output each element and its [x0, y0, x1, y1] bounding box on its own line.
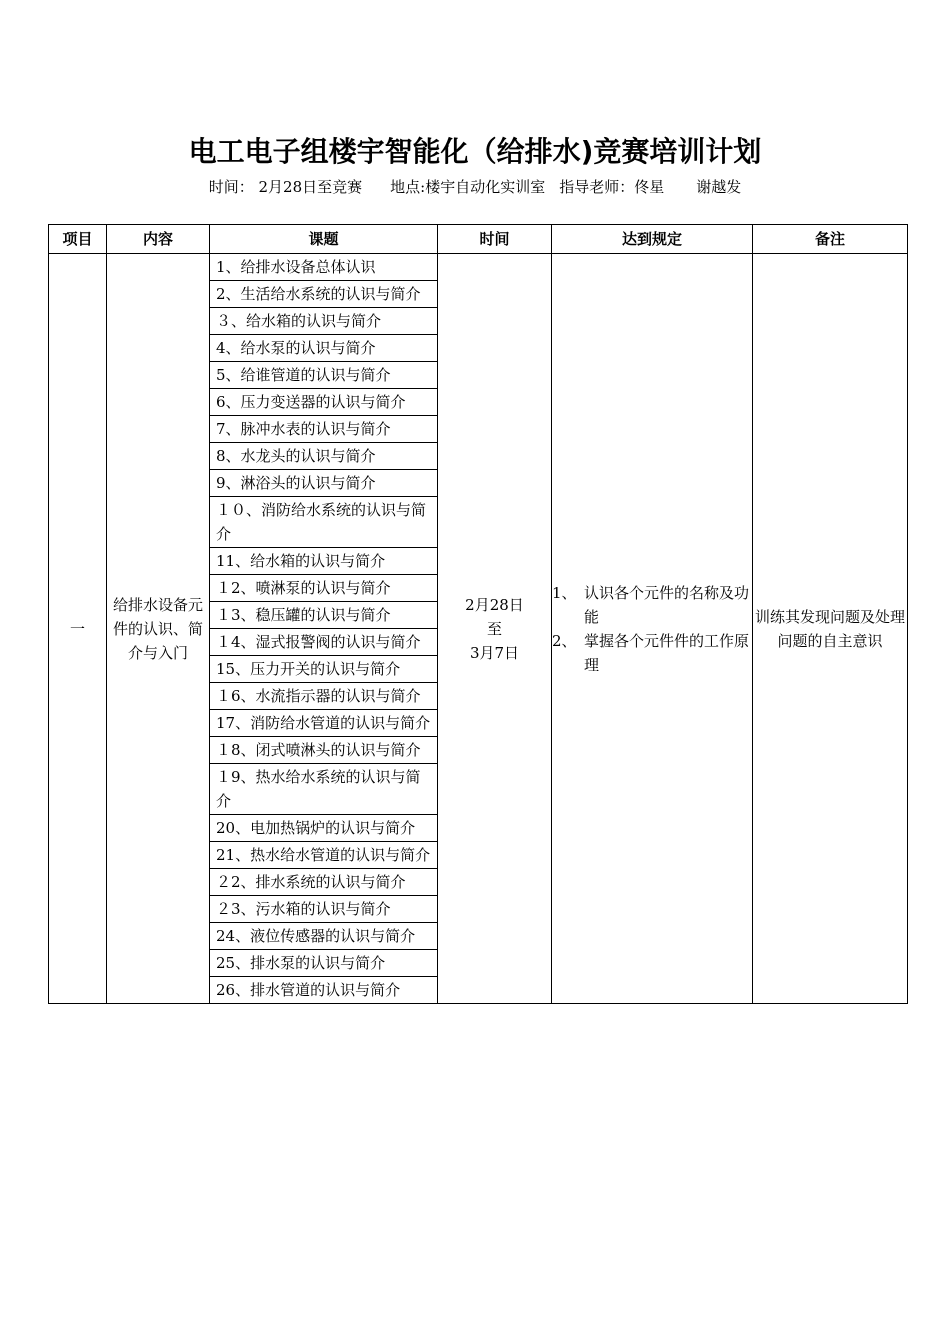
table-row: [49, 254, 908, 1004]
training-plan-table: [48, 224, 908, 1004]
topic-item: ３、给水箱的认识与简介: [210, 308, 437, 335]
topic-item: 2、生活给水系统的认识与简介: [210, 281, 437, 308]
topic-item: ２3、污水箱的认识与简介: [210, 896, 437, 923]
topic-item: 6、压力变送器的认识与简介: [210, 389, 437, 416]
topic-item: １9、热水给水系统的认识与简介: [210, 764, 437, 815]
header-topic: 课题: [210, 225, 438, 254]
requirement-cell: [552, 254, 753, 1004]
topic-item: 24、液位传感器的认识与简介: [210, 923, 437, 950]
topic-item: 11、给水箱的认识与简介: [210, 548, 437, 575]
table-header-row: [49, 225, 908, 254]
header-item: 项目: [49, 225, 107, 254]
header-time: 时间: [438, 225, 552, 254]
topic-item: １4、湿式报警阀的认识与简介: [210, 629, 437, 656]
time-cell: [438, 254, 552, 1004]
requirement-number: 1、: [552, 583, 577, 602]
topic-item: 8、水龙头的认识与简介: [210, 443, 437, 470]
topic-item: １2、喷淋泵的认识与简介: [210, 575, 437, 602]
topic-item: １０、消防给水系统的认识与简介: [210, 497, 437, 548]
meta-teacher-2: 谢越发: [696, 178, 742, 196]
topic-item: 1、给排水设备总体认识: [210, 254, 437, 281]
topic-item: 15、压力开关的认识与简介: [210, 656, 437, 683]
topic-list: [210, 254, 437, 1003]
document-meta: [0, 176, 950, 197]
header-note: 备注: [753, 225, 908, 254]
topic-item: 17、消防给水管道的认识与简介: [210, 710, 437, 737]
topic-item: １8、闭式喷淋头的认识与简介: [210, 737, 437, 764]
topic-item: １6、水流指示器的认识与简介: [210, 683, 437, 710]
topic-item: 5、给谁管道的认识与简介: [210, 362, 437, 389]
meta-time: 时间： 2月28日至竞赛: [208, 178, 363, 196]
header-content: 内容: [107, 225, 210, 254]
item-cell: 一: [49, 254, 107, 1004]
topic-item: １3、稳压罐的认识与简介: [210, 602, 437, 629]
content-cell: 给排水设备元件的认识、简介与入门: [107, 254, 210, 1004]
document-title: 电工电子组楼宇智能化（给排水)竞赛培训计划: [188, 135, 762, 168]
topic-item: 21、热水给水管道的认识与简介: [210, 842, 437, 869]
requirement-item: [552, 629, 752, 677]
requirement-number: 2、: [552, 631, 577, 650]
note-cell: 训练其发现问题及处理问题的自主意识: [753, 254, 908, 1004]
requirement-item: [552, 581, 752, 629]
time-end: 3月7日: [469, 643, 520, 662]
topic-item: ２2、排水系统的认识与简介: [210, 869, 437, 896]
time-start: 2月28日: [465, 595, 524, 614]
meta-place: 地点:楼宇自动化实训室: [390, 178, 546, 196]
requirement-text: 掌握各个元件件的工作原理: [584, 631, 750, 674]
topics-cell: [210, 254, 438, 1004]
topic-item: 20、电加热锅炉的认识与简介: [210, 815, 437, 842]
topic-item: 4、给水泵的认识与简介: [210, 335, 437, 362]
meta-teacher: 指导老师：佟星: [559, 178, 665, 196]
topic-item: 9、淋浴头的认识与简介: [210, 470, 437, 497]
topic-item: 25、排水泵的认识与简介: [210, 950, 437, 977]
topic-item: 7、脉冲水表的认识与简介: [210, 416, 437, 443]
topic-item: 26、排水管道的认识与简介: [216, 981, 401, 999]
requirement-text: 认识各个元件的名称及功能: [584, 583, 750, 626]
time-to: 至: [486, 619, 502, 638]
header-requirement: 达到规定: [552, 225, 753, 254]
